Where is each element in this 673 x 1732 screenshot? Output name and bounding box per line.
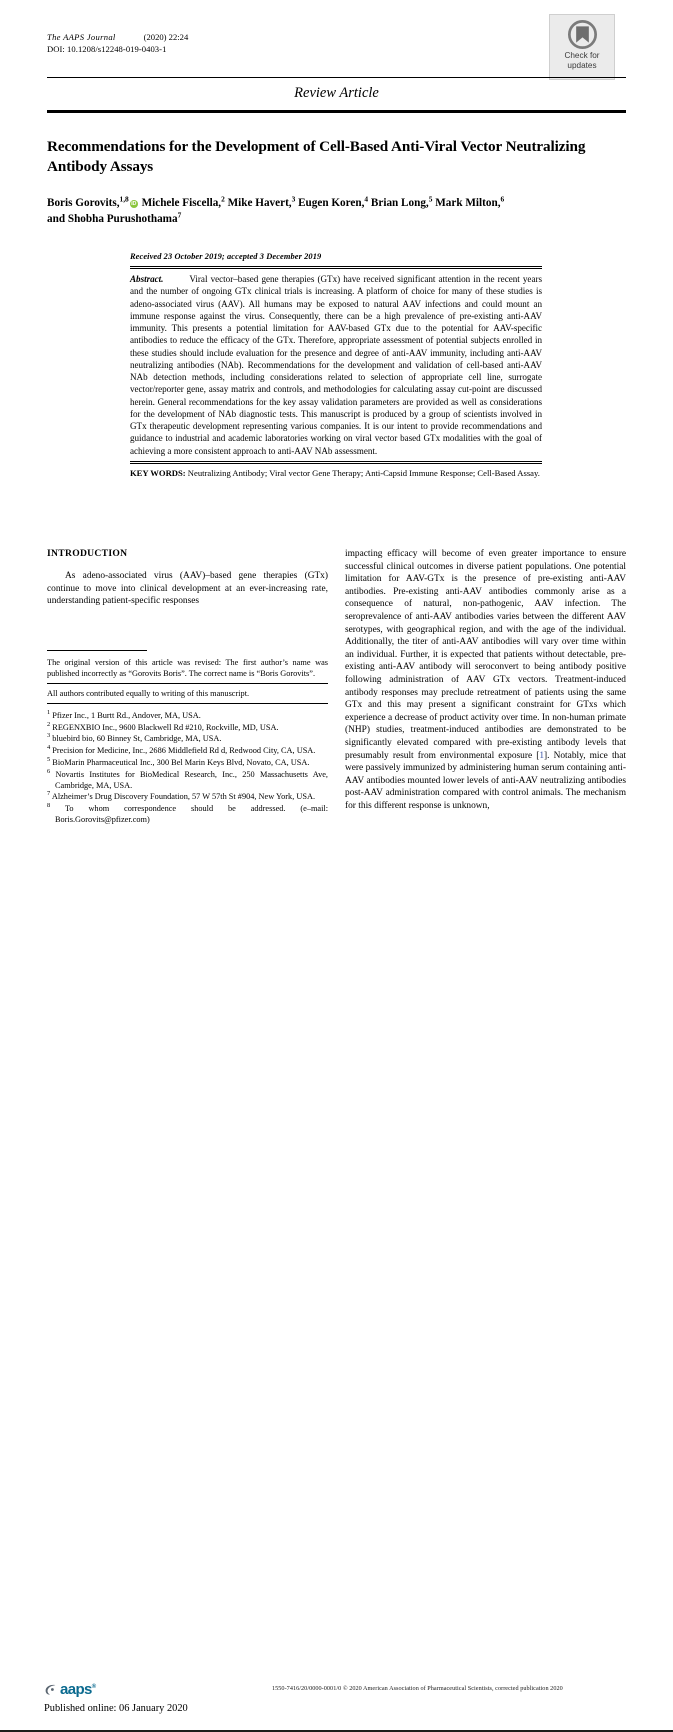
affiliation-sup: 4 <box>47 744 51 752</box>
author-affil-sup-7: 7 <box>177 209 182 219</box>
affiliation-item <box>47 757 328 768</box>
keywords-label: KEY WORDS: <box>130 467 186 478</box>
affiliation-item <box>47 710 328 721</box>
affiliation-item <box>47 733 328 744</box>
aaps-swirl-icon <box>44 1683 57 1696</box>
affiliation-sup: 6 <box>47 767 51 775</box>
affiliation-item <box>47 791 328 802</box>
author-name-3: Mike Havert, <box>227 197 292 209</box>
abstract-label: Abstract. <box>130 274 164 284</box>
right-column <box>345 548 626 812</box>
intro-continued-paragraph <box>345 548 626 812</box>
author-name-1: Boris Gorovits, <box>47 197 120 209</box>
copyright-line: 1550-7416/20/0000-0001/0 © 2020 American Association of Pharmaceutical Scientists, corrected publication 2020 <box>272 1685 563 1692</box>
author-name-7: Shobha Purushothama <box>67 212 178 225</box>
abstract-body: Viral vector–based gene therapies (GTx) have received significant attention in the recent years and the number of ongoing GTx clinical trials is increasing. A platform of choice for many of these studies is adeno-associated virus (AAV). All humans may be exposed to natural AAV infections and could mount an immune response against the virus. Consequently, there can be a high prevalence of pre-existing anti-AAV immunity. This presents a potential limitation for AAV-based GTx due to the potential for AAV-specific antibodies to reduce the efficacy of the GTx. Therefore, appropriate assessment of potential subjects enrolled in these studies should include evaluation for the presence and degree of anti-AAV immunity, including anti-AAV neutralizing antibodies (NAb). Recommendations for the development and validation of cell-based anti-AAV NAb detection methods, including considerations related to selection of appropriate cell line, surrogate vector/reporter gene, assay matrix and controls, and methodologies for calculating assay cut-point are discussed herein. General recommendations for the key assay validation parameters are provided as well as considerations for the development of NAb diagnostic tests. This manuscript is produced by a group of scientists involved in GTx therapeutic development representing various companies. It is our intent to provide recommendations and guidance to industrial and academic laboratories working on viral vector based GTx modalities with the goal of achieving a more consistent approach to anti-AAV NAb assessment. <box>130 274 542 456</box>
author-affil-sup-5: 5 <box>428 194 433 204</box>
crossmark-label <box>564 51 599 70</box>
header-divider-thick <box>47 110 626 113</box>
aaps-wordmark: aaps® <box>60 1681 96 1698</box>
affiliation-item <box>47 745 328 756</box>
affiliation-sup: 7 <box>47 790 51 798</box>
left-column <box>47 548 328 608</box>
affiliation-item <box>47 722 328 733</box>
affiliation-text: Novartis Institutes for BioMedical Research, Inc., 250 Massachusetts Ave, Cambridge, MA, USA. <box>55 769 328 790</box>
author-affil-sup-4: 4 <box>364 194 369 204</box>
aaps-logo <box>44 1683 96 1696</box>
journal-line <box>47 31 517 43</box>
crossmark-line1: Check for <box>564 51 600 60</box>
author-name-2: Michele Fiscella, <box>141 197 222 209</box>
author-affil-sup-6: 6 <box>500 194 505 204</box>
author-affil-sup-3: 3 <box>291 194 296 204</box>
abstract-paragraph <box>130 273 542 457</box>
author-name-6: Mark Milton, <box>435 197 501 209</box>
header-divider-top <box>47 77 626 78</box>
affiliation-sup: 1 <box>47 709 51 717</box>
published-online-date: Published online: 06 January 2020 <box>44 1703 188 1714</box>
citation-link-1[interactable]: 1 <box>539 750 545 761</box>
affiliation-sup: 3 <box>47 732 51 740</box>
affiliation-text: BioMarin Pharmaceutical Inc., 300 Bel Marin Keys Blvd, Novato, CA, USA. <box>52 757 310 767</box>
keywords-line <box>130 468 542 479</box>
check-for-updates-badge[interactable] <box>549 14 615 80</box>
crossmark-bookmark-icon <box>568 20 597 49</box>
affiliation-item <box>47 803 328 825</box>
page-footer <box>0 840 673 1714</box>
author-list <box>47 196 517 227</box>
affiliation-item <box>47 769 328 791</box>
equal-contribution-note: All authors contributed equally to writing of this manuscript. <box>47 689 250 698</box>
affiliation-text: To whom correspondence should be addressed. (e–mail: Boris.Gorovits@pfizer.com) <box>55 804 328 825</box>
page-title: Recommendations for the Development of Cell-Based Anti-Viral Vector Neutralizing Antibody Assays <box>47 138 586 175</box>
affiliation-text: Alzheimer’s Drug Discovery Foundation, 57 W 57th St #904, New York, USA. <box>51 792 316 802</box>
article-type-label: Review Article <box>294 85 379 101</box>
doi-line: DOI: 10.1208/s12248-019-0403-1 <box>47 44 167 54</box>
section-heading-introduction: INTRODUCTION <box>47 548 128 559</box>
footnote-rule <box>47 650 147 651</box>
footnote-separator-2 <box>47 703 328 704</box>
keywords-values: Neutralizing Antibody; Viral vector Gene Therapy; Anti-Capsid Immune Response; Cell-Based Assay. <box>187 467 540 478</box>
author-affil-sup-1: 1,8 <box>119 194 129 204</box>
crossmark-line2: updates <box>567 60 597 70</box>
affiliation-text: bluebird bio, 60 Binney St, Cambridge, MA, USA. <box>52 734 222 744</box>
abstract-divider-bottom-b <box>130 463 542 464</box>
aaps-registered-mark: ® <box>91 1684 96 1690</box>
affiliation-sup: 5 <box>47 756 51 764</box>
intro-paragraph: As adeno-associated virus (AAV)–based gene therapies (GTx) continue to move into clinical development at an ever-increasing rate, understanding patient-specific responses <box>47 571 328 607</box>
affiliation-sup: 8 <box>47 802 51 810</box>
affiliation-list <box>47 710 328 826</box>
author-affil-sup-2: 2 <box>221 194 225 204</box>
journal-name: The AAPS Journal <box>47 32 116 42</box>
affiliation-text: Precision for Medicine, Inc., 2686 Middlefield Rd d, Redwood City, CA, USA. <box>52 746 316 756</box>
footnote-separator-1 <box>47 683 328 684</box>
footnote-area <box>47 650 328 826</box>
masthead <box>47 31 517 55</box>
abstract-divider-top-b <box>130 268 542 269</box>
intro-continued-text-part2: ]. Notably, mice that were passively immunized by administering human serum containing anti-AAV antibodies mounted lower levels of anti-AAV neutralizing antibodies post-AAV administration compared with control animals. The mechanism for this different response is unknown, <box>345 750 626 811</box>
author-name-4: Eugen Koren, <box>298 197 365 209</box>
affiliation-text: REGENXBIO Inc., 9600 Blackwell Rd #210, Rockville, MD, USA. <box>52 722 279 732</box>
author-conjunction: and <box>47 212 66 225</box>
affiliation-text: Pfizer Inc., 1 Burtt Rd., Andover, MA, USA. <box>52 711 201 720</box>
intro-continued-text-part1: impacting efficacy will become of even greater importance to ensure successful clinical outcomes in diverse patient populations. One potential limitation for AAV-GTx is the presence of pre-existing anti-AAV antibodies. Pre-existing anti-AAV antibodies commonly arise as a consequence of natural, non-pathogenic, AAV infection. The seroprevalence of anti-AAV antibodies varies between the different AAV serotypes, with geographical region, and with the age of the individual. Additionally, the titer of anti-AAV antibodies will vary over time within an individual. Further, it is expected that patients without detectable, pre-existing anti-AAV antibody will seroconvert to being antibody positive following administration of AAV GTx vectors. Treatment-induced antibody responses may preclude retreatment of patients using the same GTx and this may present a significant constraint for GTxs which experience a decrease of product activity over time. In non-human primate (NHP) studies, treatment-induced antibodies are demonstrated to be significantly elevated compared with pre-existing antibody levels that presumably result from environmental exposure [ <box>345 549 626 761</box>
author-name-5: Brian Long, <box>370 197 429 209</box>
affiliation-sup: 2 <box>47 720 51 728</box>
orcid-icon[interactable]: iD <box>131 201 137 207</box>
correction-note: The original version of this article was revised: The first author’s name was published incorrectly as “Gorovits Boris”. The correct name is “Boris Gorovits”. <box>47 658 328 678</box>
received-accepted-line: Received 23 October 2019; accepted 3 December 2019 <box>130 252 322 261</box>
abstract-block <box>130 251 542 488</box>
journal-volume: (2020) 22:24 <box>143 32 189 42</box>
